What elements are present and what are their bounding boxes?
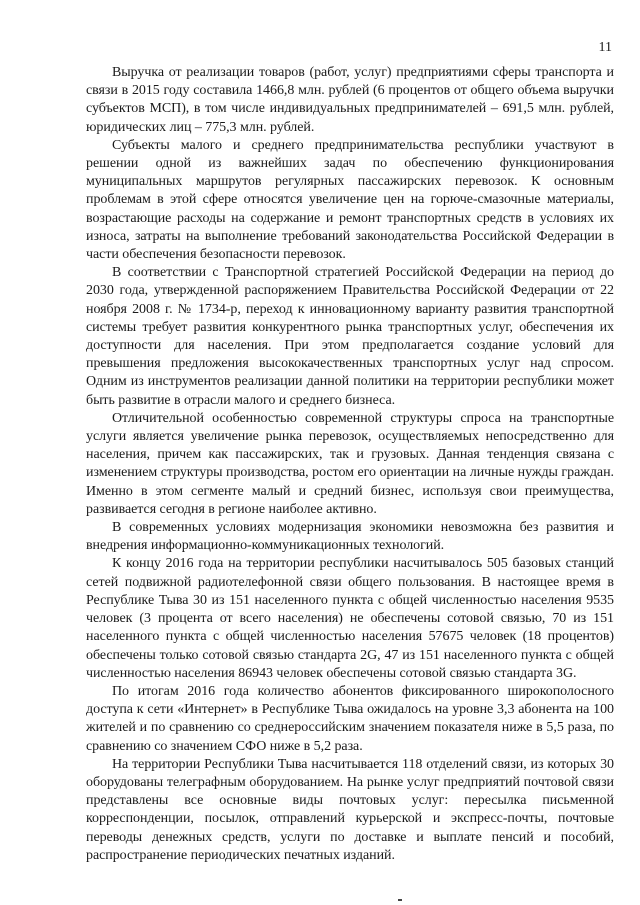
page-number: 11 bbox=[598, 40, 612, 55]
scan-artifact bbox=[398, 899, 402, 901]
paragraph-postal-services: На территории Республики Тыва насчитывается 118 отделений связи, из которых 30 оборудованы телеграфным оборудованием. На рынке услуг предприятий почтовой связи представлены все основные виды почтовых услуг: пересылка письменной корреспонденции, посылок, отправлений курьерской и экспресс-почты, почтовые переводы денежных средств, услуги по доставке и выплате пенсий и пособий, распространение периодических печатных изданий. bbox=[86, 756, 614, 863]
paragraph-mobile-coverage: К концу 2016 года на территории республики насчитывалось 505 базовых станций сетей подвижной радиотелефонной связи общего пользования. В настоящее время в Республике Тыва 30 из 151 населенного пункта с общей численностью населения 9535 человек (3 процента от всего населения) не обеспечены сотовой связью, 70 из 151 населенного пункта с общей численностью населения 57675 человек (18 процентов) обеспечены только сотовой связью стандарта 2G, 47 из 151 населенного пункта с общей численностью населения 86943 человек обеспечены сотовой связью стандарта 3G. bbox=[86, 556, 614, 681]
paragraph-demand-structure: Отличительной особенностью современной структуры спроса на транспортные услуги является увеличение рынка перевозок, осуществляемых непосредственно для населения, причем как пассажирских, так и грузовых. Данная тенденция связана с изменением структуры производства, ростом его ориентации на личные нужды граждан. Именно в этом сегменте малый и средний бизнес, используя свои преимущества, развивается сегодня в регионе наиболее активно. bbox=[86, 410, 614, 517]
paragraph-sme-transport: Субъекты малого и среднего предпринимательства республики участвуют в решении одной из важнейших задач по обеспечению функционирования муниципальных маршрутов регулярных пассажирских перевозок. К основным проблемам в этой сфере относятся увеличение цен на горюче-смазочные материалы, возрастающие расходы на содержание и ремонт транспортных средств в условиях их износа, затраты на выполнение требований законодательства Российской Федерации в части обеспечения безопасности перевозок. bbox=[86, 137, 614, 263]
paragraph-transport-strategy: В соответствии с Транспортной стратегией Российской Федерации на период до 2030 года, утвержденной распоряжением Правительства Российской Федерации от 22 ноября 2008 г. № 1734-р, переход к инновационному варианту развития транспортной системы требует развития конкурентного рынка транспортных услуг, обеспечения их доступности для населения. При этом предполагается создание условий для превышения предложения высококачественных транспортных услуг над спросом. Одним из инструментов реализации данной политики на территории республики может быть развитие в отрасли малого и среднего бизнеса. bbox=[86, 265, 614, 408]
paragraph-ict-modernization: В современных условиях модернизация экономики невозможна без развития и внедрения информационно-коммуникационных технологий. bbox=[86, 520, 614, 554]
document-body bbox=[86, 64, 614, 865]
paragraph-broadband: По итогам 2016 года количество абонентов фиксированного широкополосного доступа к сети «Интернет» в Республике Тыва ожидалось на уровне 3,3 абонента на 100 жителей и по сравнению со среднероссийским значением показателя ниже в 5,5 раза, по сравнению со значением СФО ниже в 5,2 раза. bbox=[86, 683, 614, 754]
paragraph-revenue: Выручка от реализации товаров (работ, услуг) предприятиями сферы транспорта и связи в 2015 году составила 1466,8 млн. рублей (6 процентов от общего объема выручки субъектов МСП), в том числе индивидуальных предпринимателей – 691,5 млн. рублей, юридических лиц – 775,3 млн. рублей. bbox=[86, 65, 614, 135]
